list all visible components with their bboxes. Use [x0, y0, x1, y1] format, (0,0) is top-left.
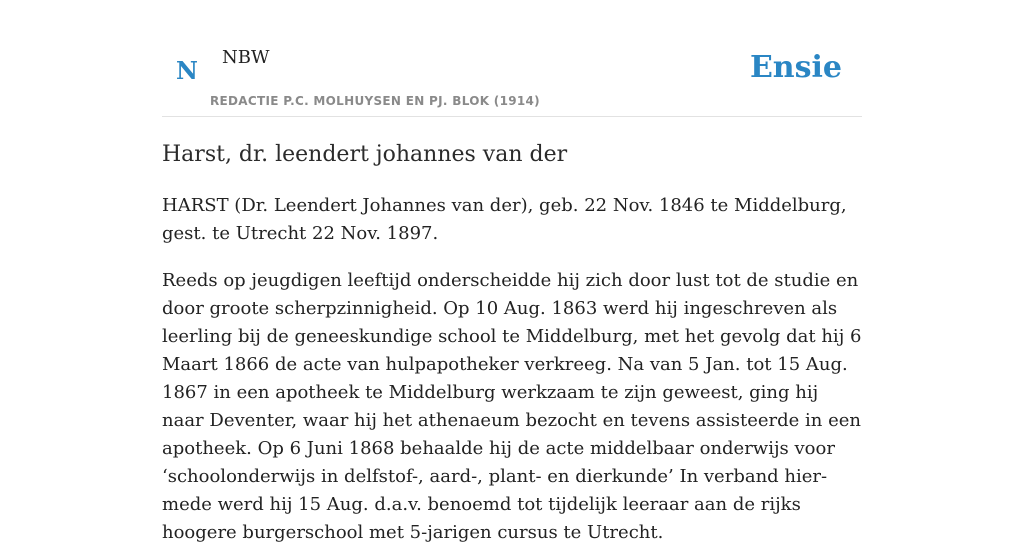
page	[162, 0, 862, 543]
article-paragraph: HARST (Dr. Leendert Johannes van der), geb. 22 Nov. 1846 te Middelburg, gest. te Utrecht 22 Nov. 1897.	[162, 195, 847, 244]
source-title[interactable]: NBW	[222, 47, 270, 68]
header	[162, 0, 862, 117]
article-paragraph: Reeds op jeugdigen leeftijd onderscheidde hij zich door lust tot de studie en door groote scherpzinnigheid. Op 10 Aug. 1863 werd hij ingeschreven als leerling bij de geneeskundige school te Middelburg, met het gevolg dat hij 6 Maart 1866 de acte van hulpapotheker verkreeg. Na van 5 Jan. tot 15 Aug. 1867 in een apotheek te Middelburg werkzaam te zijn geweest, ging hij naar Deventer, waar hij het athenaeum bezocht en tevens assisteerde in een apotheek. Op 6 Juni 1868 behaalde hij de acte middelbaar onderwijs voor ‘schoolonderwijs in delfstof-, aard-, plant- en dierkunde’ In verband hier- mede werd hij 15 Aug. d.a.v. benoemd tot tijdelijk leeraar aan de rijks hoogere burgerschool met 5-jarigen cursus te Utrecht.	[162, 270, 862, 543]
source-subtitle: REDACTIE P.C. MOLHUYSEN EN PJ. BLOK (1914)	[210, 94, 540, 108]
source-logo[interactable]: N	[176, 56, 198, 85]
brand-logo[interactable]: Ensie	[749, 50, 842, 85]
article-title: Harst, dr. leendert johannes van der	[162, 142, 568, 167]
